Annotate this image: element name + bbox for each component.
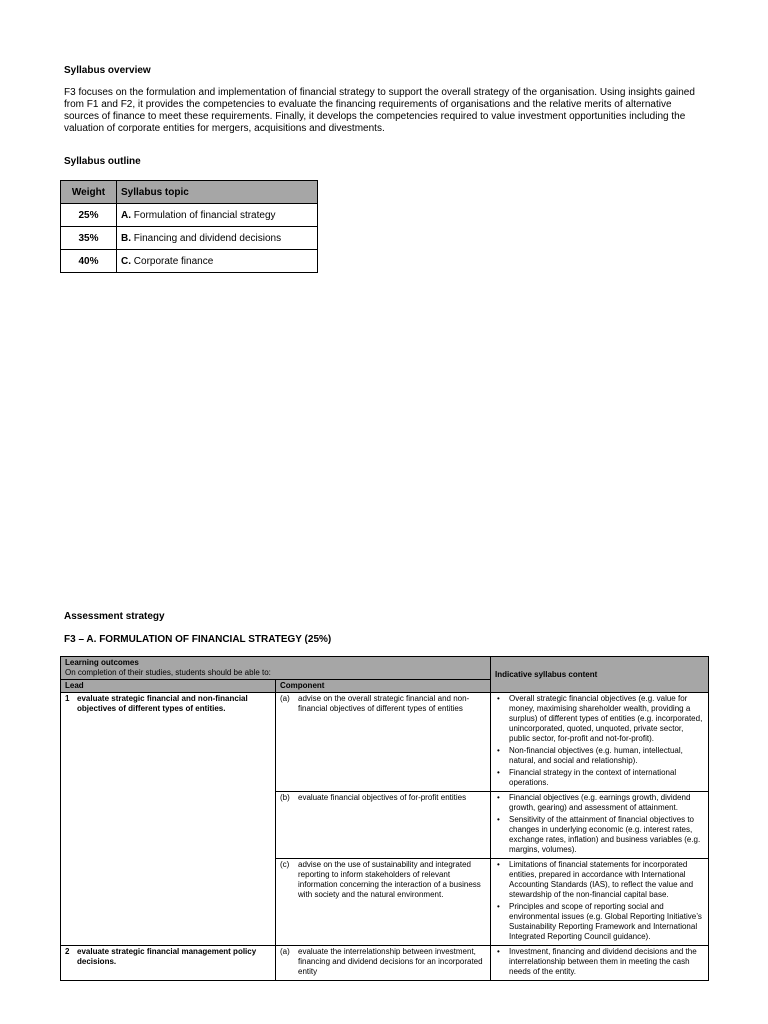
indicative-list: [495, 793, 704, 855]
topic-column-header: Syllabus topic: [117, 181, 318, 204]
component-letter: (a): [280, 694, 290, 703]
topic-cell: [117, 227, 318, 250]
component-text: advise on the use of sustainability and integrated reporting to inform stakeholders of relevant information concerning the interaction of a business with society and the natural environment.: [298, 860, 481, 899]
lo-header-row: [61, 657, 709, 680]
list-item: • Limitations of financial statements for incorporated entities, prepared in accordance with International Accounting Standards (IAS), to reflect the value and stewardship of the non-financial capital base.: [509, 860, 704, 900]
list-item: • Non-financial objectives (e.g. human, intellectual, natural, and social and relationship).: [509, 746, 704, 766]
weight-column-header: Weight: [61, 181, 117, 204]
table-row: [61, 250, 318, 273]
lead-number: 2: [65, 947, 70, 956]
lead-item: [65, 694, 271, 714]
learning-outcomes-header: [61, 657, 491, 680]
table-row: [61, 227, 318, 250]
indicative-cell: [491, 693, 709, 792]
component-text: evaluate the interrelationship between investment, financing and dividend decisions for an incorporated entity: [298, 947, 483, 976]
indicative-content-header: Indicative syllabus content: [491, 657, 709, 693]
list-item: • Sensitivity of the attainment of financial objectives to changes in underlying economic (e.g. interest rates, exchange rates, inflation) and business variables (e.g. margins, volumes).: [509, 815, 704, 855]
table-row: [61, 946, 709, 981]
component-letter: (c): [280, 860, 290, 869]
lead-text: evaluate strategic financial and non-financial objectives of different types of entities.: [77, 694, 248, 713]
syllabus-overview-paragraph: F3 focuses on the formulation and implementation of financial strategy to support the overall strategy of the organisation. Using insights gained from F1 and F2, it provides the competencies to evaluate the financing requirements of organisations and the relative merits of alternative sources of finance to meet these requirements. Finally, it develops the competencies required to value investment opportunities including the valuation of corporate entities for mergers, acquisitions and divestments.: [64, 87, 695, 134]
component-letter: (a): [280, 947, 290, 956]
indicative-cell: [491, 946, 709, 981]
component-letter: (b): [280, 793, 290, 802]
outline-header-row: [61, 181, 318, 204]
lead-cell: [61, 693, 276, 946]
component-cell: [276, 693, 491, 792]
weight-cell: 40%: [61, 250, 117, 273]
topic-text: Financing and dividend decisions: [133, 232, 282, 244]
syllabus-outline-heading: Syllabus outline: [64, 156, 141, 167]
topic-cell: [117, 250, 318, 273]
learning-outcomes-table: [60, 656, 709, 981]
list-item: • Principles and scope of reporting social and environmental issues (e.g. Global Reporting Initiative’s Sustainability Reporting Framework and International Integrated Reporting Council guidance).: [509, 902, 704, 942]
indicative-cell: [491, 859, 709, 946]
topic-letter: C.: [121, 255, 131, 267]
lead-text: evaluate strategic financial management policy decisions.: [77, 947, 257, 966]
list-item: • Investment, financing and dividend decisions and the interrelationship between them in meeting the cash needs of the entity.: [509, 947, 704, 977]
component-cell: [276, 859, 491, 946]
syllabus-outline-table: [60, 180, 318, 273]
lead-cell: [61, 946, 276, 981]
component-text: advise on the overall strategic financial and non-financial objectives of different types of entities: [298, 694, 470, 713]
indicative-list: [495, 860, 704, 942]
weight-cell: 35%: [61, 227, 117, 250]
component-header: Component: [276, 680, 491, 693]
topic-cell: [117, 204, 318, 227]
list-item: • Financial objectives (e.g. earnings growth, dividend growth, gearing) and assessment of attainment.: [509, 793, 704, 813]
topic-letter: B.: [121, 232, 131, 244]
component-text: evaluate financial objectives of for-profit entities: [298, 793, 467, 802]
assessment-strategy-heading: Assessment strategy: [64, 611, 165, 622]
lead-header: Lead: [61, 680, 276, 693]
indicative-list: [495, 694, 704, 788]
table-row: [61, 204, 318, 227]
learning-outcomes-label: Learning outcomes: [65, 658, 139, 667]
weight-cell: 25%: [61, 204, 117, 227]
learning-outcomes-intro: On completion of their studies, students should be able to:: [65, 668, 271, 677]
indicative-list: [495, 947, 704, 977]
syllabus-overview-heading: Syllabus overview: [64, 65, 151, 76]
topic-text: Corporate finance: [133, 255, 214, 267]
table-row: [61, 693, 709, 792]
component-cell: [276, 946, 491, 981]
indicative-cell: [491, 792, 709, 859]
component-cell: [276, 792, 491, 859]
list-item: • Financial strategy in the context of international operations.: [509, 768, 704, 788]
topic-letter: A.: [121, 209, 131, 221]
lead-item: [65, 947, 271, 967]
section-title: F3 – A. FORMULATION OF FINANCIAL STRATEGY (25%): [64, 634, 332, 645]
topic-text: Formulation of financial strategy: [133, 209, 276, 221]
list-item: • Overall strategic financial objectives (e.g. value for money, maximising shareholder wealth, providing a surplus) of different types of entities (e.g. incorporated, unincorporated, quoted, unquoted, private sector, public sector, for-profit and not-for-profit).: [509, 694, 704, 744]
lead-number: 1: [65, 694, 70, 703]
